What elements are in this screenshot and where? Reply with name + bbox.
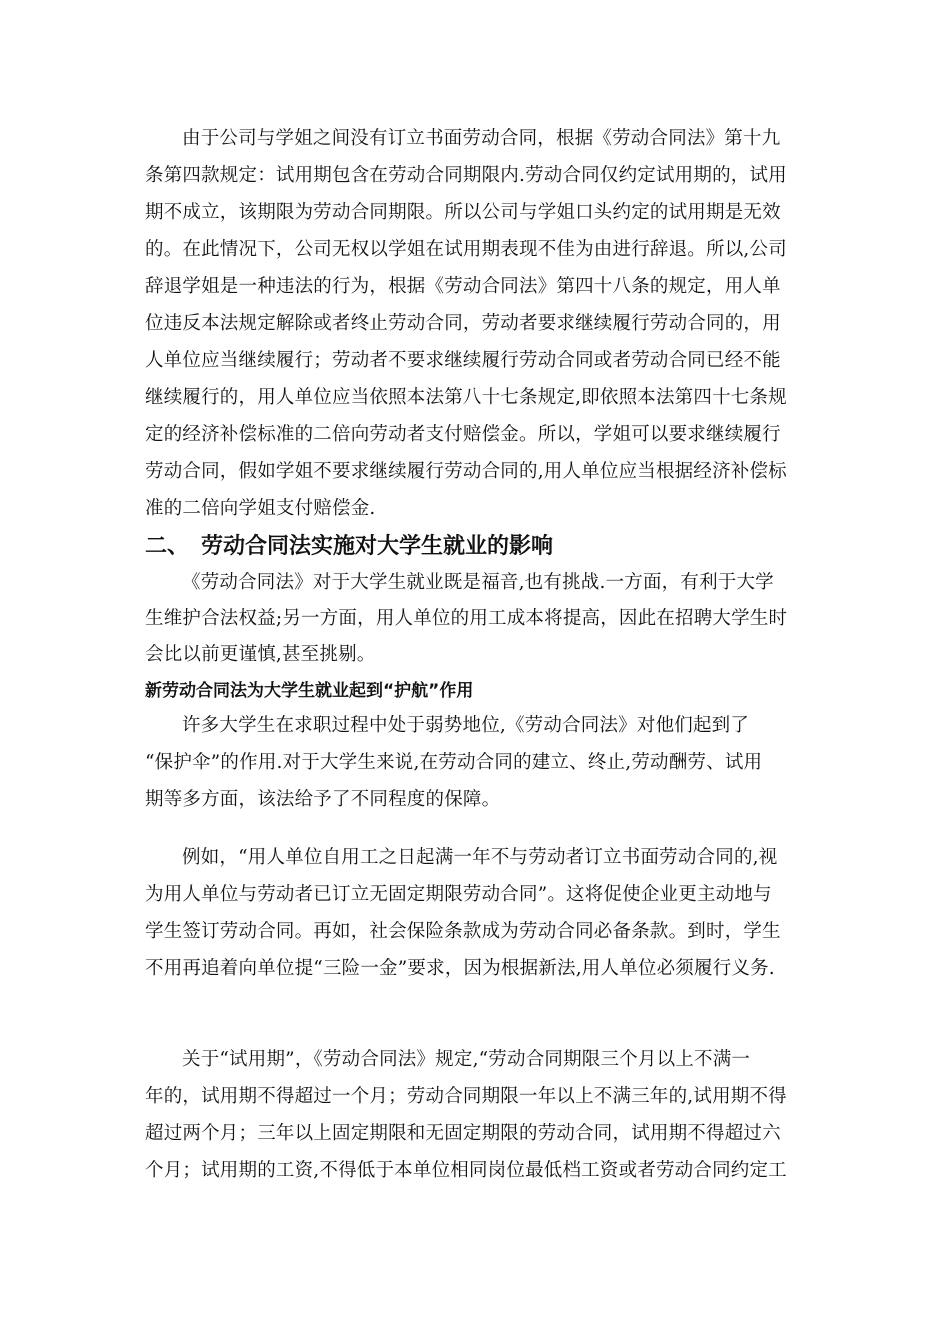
section-number: 二、 — [145, 534, 190, 559]
paragraph-line: 定的经济补偿标准的二倍向劳动者支付赔偿金。所以，学姐可以要求继续履行 — [145, 424, 781, 445]
paragraph-line: 关于“试用期”，《劳动合同法》规定,“劳动合同期限三个月以上不满一 — [182, 1049, 751, 1070]
paragraph-line: 生维护合法权益;另一方面，用人单位的用工成本将提高，因此在招聘大学生时 — [145, 608, 788, 629]
paragraph-line: 许多大学生在求职过程中处于弱势地位,《劳动合同法》对他们起到了 — [182, 715, 750, 736]
section-title: 劳动合同法实施对大学生就业的影响 — [201, 534, 554, 559]
paragraph-line: 学生签订劳动合同。再如，社会保险条款成为劳动合同必备条款。到时，学生 — [145, 921, 781, 942]
paragraph-line: 个月；试用期的工资,不得低于本单位相同岗位最低档工资或者劳动合同约定工 — [145, 1160, 787, 1181]
paragraph-line: “保护伞”的作用.对于大学生来说,在劳动合同的建立、终止,劳动酬劳、试用 — [145, 752, 763, 773]
section-heading — [145, 532, 553, 562]
paragraph-line: 继续履行的，用人单位应当依照本法第八十七条规定,即依照本法第四十七条规 — [145, 387, 787, 408]
paragraph-line: 的。在此情况下，公司无权以学姐在试用期表现不佳为由进行辞退。所以,公司 — [145, 239, 787, 260]
paragraph-line: 会比以前更谨慎,甚至挑剔。 — [145, 644, 376, 665]
paragraph-line: 期等多方面，该法给予了不同程度的保障。 — [145, 789, 501, 810]
paragraph-line: 由于公司与学姐之间没有订立书面劳动合同，根据《劳动合同法》第十九 — [182, 128, 781, 149]
paragraph-line: 超过两个月；三年以上固定期限和无固定期限的劳动合同，试用期不得超过六 — [145, 1123, 781, 1144]
paragraph-line: 《劳动合同法》对于大学生就业既是福音,也有挑战.一方面，有利于大学 — [182, 572, 774, 593]
paragraph-line: 不用再追着向单位提“三险一金”要求，因为根据新法,用人单位必须履行义务. — [145, 958, 775, 979]
paragraph-line: 条第四款规定：试用期包含在劳动合同期限内.劳动合同仅约定试用期的，试用 — [145, 165, 787, 186]
paragraph-line: 为用人单位与劳动者已订立无固定期限劳动合同”。这将促使企业更主动地与 — [145, 884, 772, 905]
paragraph-line: 期不成立，该期限为劳动合同期限。所以公司与学姐口头约定的试用期是无效 — [145, 202, 781, 223]
subsection-heading: 新劳动合同法为大学生就业起到“护航”作用 — [145, 681, 474, 701]
paragraph-line: 准的二倍向学姐支付赔偿金. — [145, 498, 376, 519]
paragraph-line: 年的，试用期不得超过一个月；劳动合同期限一年以上不满三年的,试用期不得 — [145, 1086, 787, 1107]
paragraph-line: 人单位应当继续履行；劳动者不要求继续履行劳动合同或者劳动合同已经不能 — [145, 350, 781, 371]
paragraph-line: 劳动合同，假如学姐不要求继续履行劳动合同的,用人单位应当根据经济补偿标 — [145, 461, 787, 482]
paragraph-line: 位违反本法规定解除或者终止劳动合同，劳动者要求继续履行劳动合同的，用 — [145, 313, 781, 334]
paragraph-line: 辞退学姐是一种违法的行为，根据《劳动合同法》第四十八条的规定，用人单 — [145, 276, 781, 297]
paragraph-line: 例如，“用人单位自用工之日起满一年不与劳动者订立书面劳动合同的,视 — [182, 847, 778, 868]
